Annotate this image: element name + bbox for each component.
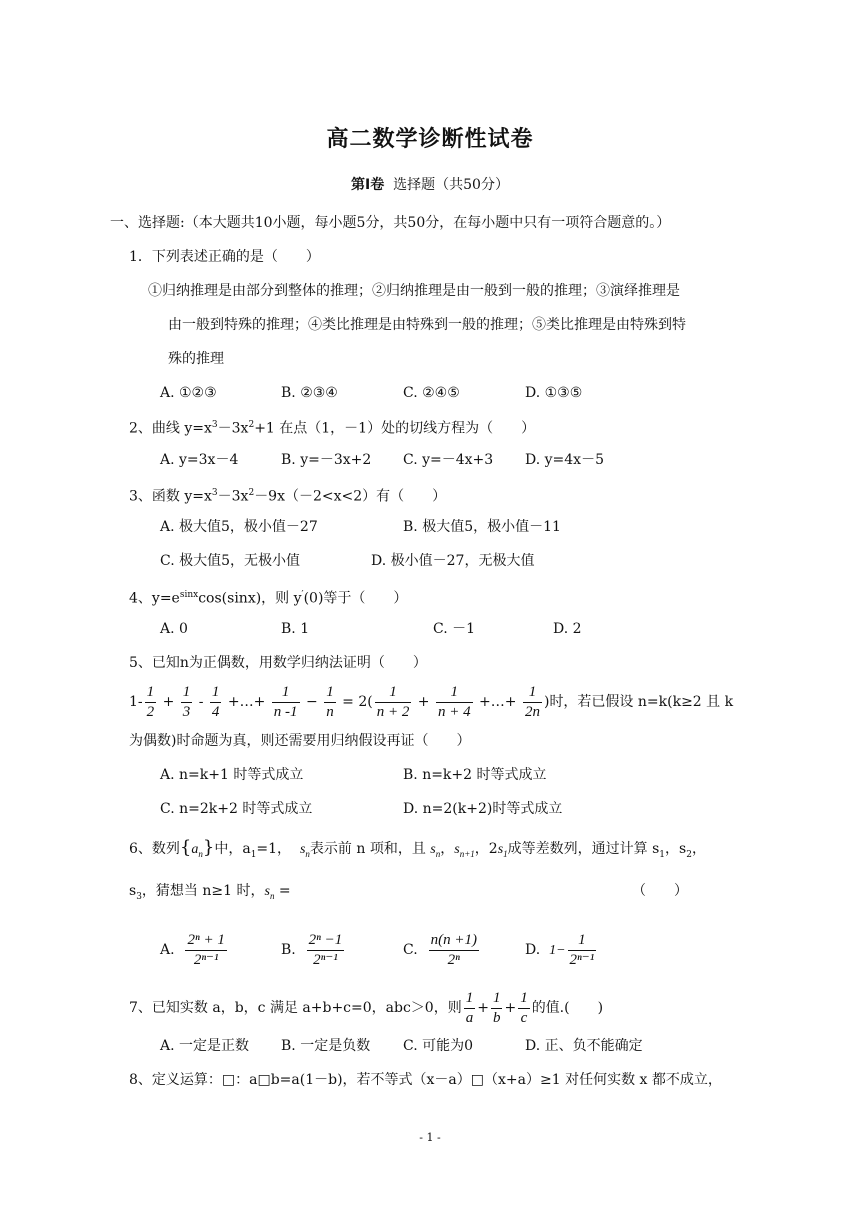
q5-formula: 1- $\frac{1}{2}$ + $\frac{1}{3}$ - $\frac{1}{4}$ +…+ $\frac{1}{n -1}$ − $\frac{1}{n}$ = 2( $\frac{1}{n + 2}$ + $\frac{1}{n + 4}$ +…+ $\frac{1}{2n}$ )时，若已假设 n=k(k≥2 且 k xyxy=(129,683,734,720)
q5-option-b: B. n=k+2 时等式成立 xyxy=(403,767,547,783)
q4-option-d: D. 2 xyxy=(553,621,582,637)
section-header: 一、选择题:（本大题共10小题，每小题5分，共50分，在每小题中只有一项符合题意的。） xyxy=(110,215,671,231)
q7-stem: 7、已知实数 a，b，c 满足 a+b+c=0，abc＞0，则 $\frac{1}{a}$ + $\frac{1}{b}$ + $\frac{1}{c}$ 的值.( ) xyxy=(129,989,604,1026)
q2-option-d: D. y=4x－5 xyxy=(525,452,604,468)
q1-option-b: B. ②③④ xyxy=(281,385,338,401)
q7-option-a: A. 一定是正数 xyxy=(160,1038,250,1054)
q6-stem: 6、数列$\{a_n\}$中，$a_1=1$， $s_n$表示前 n 项和，且 $s_n$，$s_{n+1}$，$2s_1$成等差数列，通过计算 $s_1$，$s_2$， xyxy=(129,837,706,860)
q7-option-c: C. 可能为0 xyxy=(403,1038,474,1054)
q6-answer-paren: （ ） xyxy=(632,883,688,899)
q6-line2: $s_3$，猜想当 n≥1 时，$s_n$ = xyxy=(129,883,291,902)
q1-option-c: C. ②④⑤ xyxy=(403,385,460,401)
section-subtitle xyxy=(0,174,860,194)
q6-option-c: C. $\frac{n(n +1)}{\text{2ⁿ}}$ xyxy=(403,931,477,968)
q5-line2: 为偶数)时命题为真，则还需要用归纳假设再证（ ） xyxy=(129,733,471,749)
q3-stem: 3、函数 $y=x^3-3x^2-9x(-2<x<2)$有（ ） xyxy=(129,488,447,505)
q1-line3: 殊的推理 xyxy=(168,351,224,367)
page-title: 高二数学诊断性试卷 xyxy=(326,127,534,152)
q6-option-a: A. $\frac{\text{2ⁿ + 1}}{\text{2ⁿ⁻¹}}$ xyxy=(160,931,225,968)
q1-option-d: D. ①③⑤ xyxy=(525,385,583,401)
q4-stem: 4、$y=e^{sinx}\cos(\sin x)$，则 y′(0)等于（ ） xyxy=(129,590,408,607)
q3-option-d: D. 极小值－27，无极大值 xyxy=(371,553,535,569)
q5-stem: 5、已知n为正偶数，用数学归纳法证明（ ） xyxy=(129,655,427,671)
q1-line1: ①归纳推理是由部分到整体的推理；②归纳推理是由一般到一般的推理；③演绎推理是 xyxy=(148,283,680,299)
q5-option-a: A. n=k+1 时等式成立 xyxy=(160,767,304,783)
q4-option-b: B. 1 xyxy=(281,621,310,637)
q3-option-c: C. 极大值5，无极小值 xyxy=(160,553,301,569)
q7-option-d: D. 正、负不能确定 xyxy=(525,1038,643,1054)
q5-option-c: C. n=2k+2 时等式成立 xyxy=(160,801,313,817)
q4-option-a: A. 0 xyxy=(160,621,188,637)
q3-option-b: B. 极大值5，极小值－11 xyxy=(403,519,561,535)
q2-stem: 2、曲线 $y=x^3-3x^2+1$ 在点（1，－1）处的切线方程为（ ） xyxy=(129,420,536,437)
q7-option-b: B. 一定是负数 xyxy=(281,1038,371,1054)
q4-option-c: C. －1 xyxy=(433,621,476,637)
q2-option-c: C. y=－4x+3 xyxy=(403,452,494,468)
q8-stem: 8、定义运算：□：a□b=a(1－b)，若不等式（x－a）□（x+a）≥1 对任何实数 x 都不成立， xyxy=(129,1072,722,1088)
subtitle-bold: 第Ⅰ卷 xyxy=(351,177,385,193)
q3-option-a: A. 极大值5，极小值－27 xyxy=(160,519,318,535)
q1-option-a: A. ①②③ xyxy=(160,385,217,401)
q6-option-d: D. 1− $\frac{1}{\text{2ⁿ⁻¹}}$ xyxy=(525,931,595,968)
q2-option-a: A. y=3x－4 xyxy=(160,452,239,468)
q6-option-b: B. $\frac{\text{2ⁿ −1}}{\text{2ⁿ⁻¹}}$ xyxy=(281,931,343,968)
q5-option-d: D. n=2(k+2)时等式成立 xyxy=(403,801,563,817)
q1-line2: 由一般到特殊的推理；④类比推理是由特殊到一般的推理；⑤类比推理是由特殊到特 xyxy=(168,317,686,333)
page-number: - 1 - xyxy=(419,1131,441,1144)
q1-stem: 1．下列表述正确的是（ ） xyxy=(129,249,320,265)
subtitle-rest: 选择题（共50分） xyxy=(393,177,509,193)
q2-option-b: B. y=－3x+2 xyxy=(281,452,372,468)
